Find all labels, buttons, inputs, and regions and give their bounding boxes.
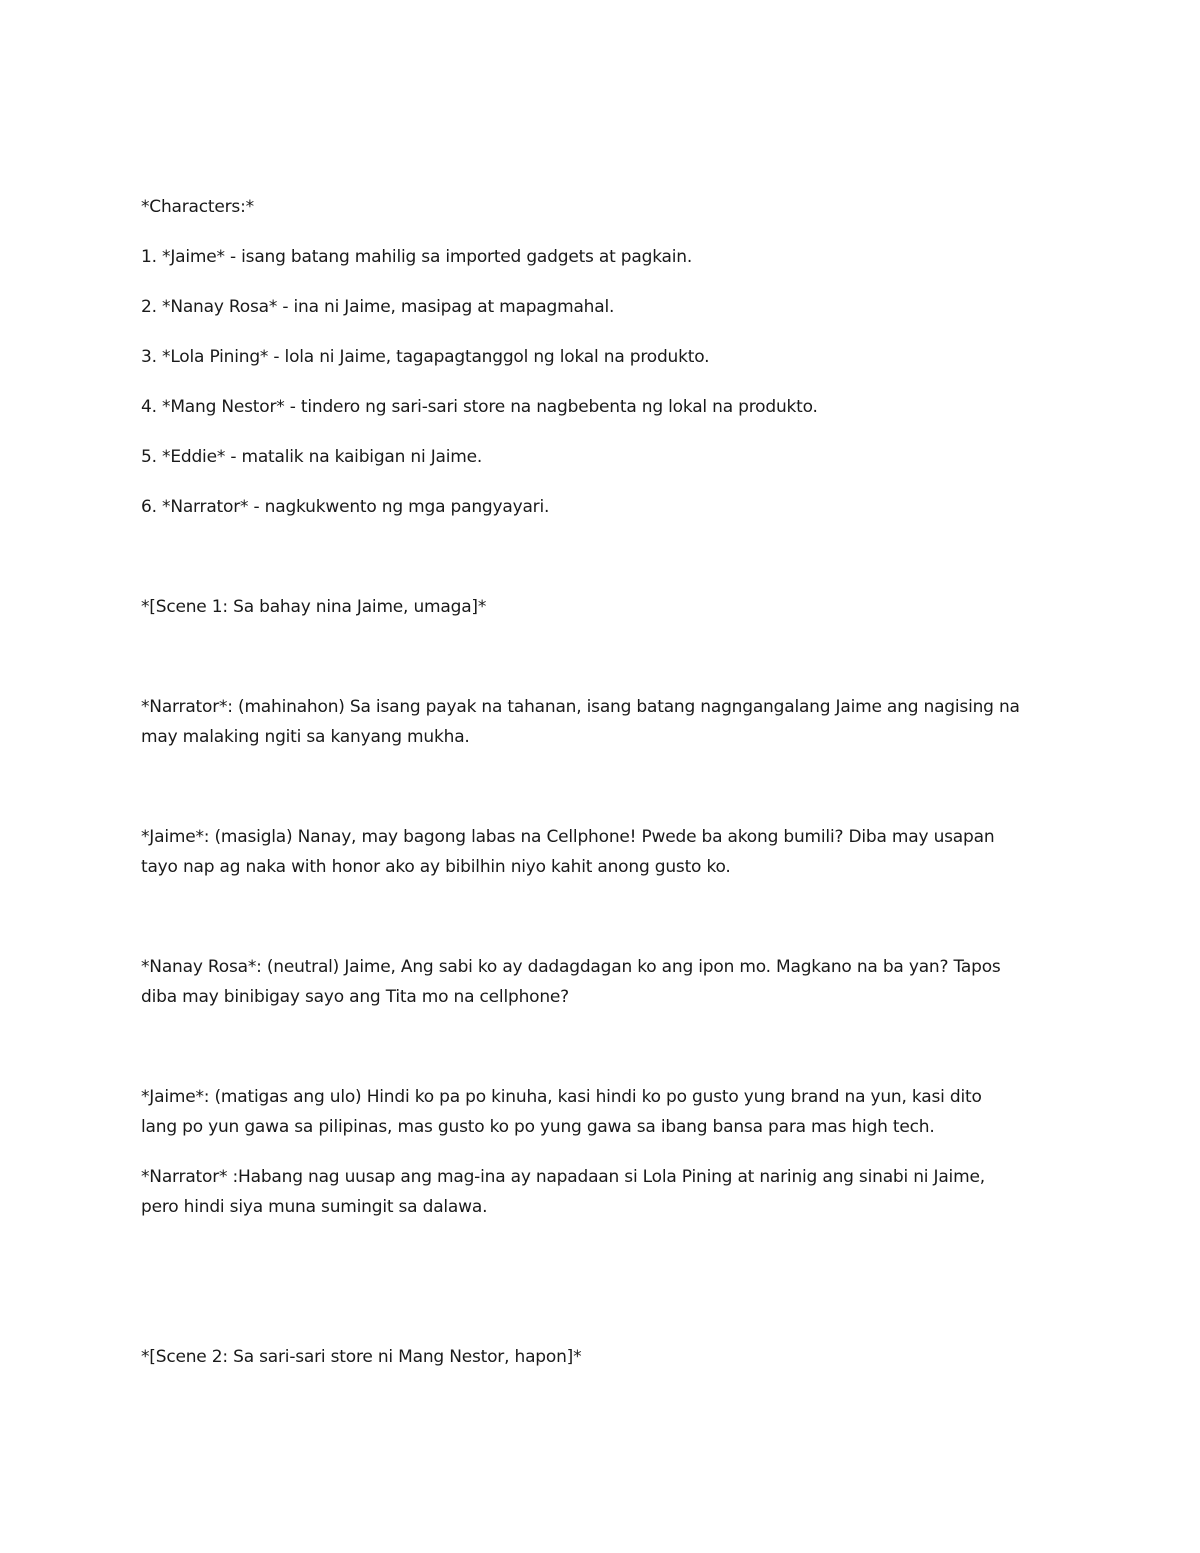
dialogue-line: may malaking ngiti sa kanyang mukha. xyxy=(141,727,470,747)
dialogue-line: *Narrator* :Habang nag uusap ang mag-ina ay napadaan si Lola Pining at narinig ang sinabi ni Jaime, xyxy=(141,1167,985,1187)
characters-heading: *Characters:* xyxy=(141,197,254,217)
scene-1-heading: *[Scene 1: Sa bahay nina Jaime, umaga]* xyxy=(141,597,487,617)
dialogue-jaime-2 xyxy=(141,1082,1061,1142)
script-body xyxy=(141,192,1061,1372)
character-item-mang-nestor: 4. *Mang Nestor* - tindero ng sari-sari store na nagbebenta ng lokal na produkto. xyxy=(141,397,818,417)
dialogue-line: pero hindi siya muna sumingit sa dalawa. xyxy=(141,1197,488,1217)
dialogue-line: lang po yun gawa sa pilipinas, mas gusto ko po yung gawa sa ibang bansa para mas high tech. xyxy=(141,1117,935,1137)
dialogue-line: *Nanay Rosa*: (neutral) Jaime, Ang sabi ko ay dadagdagan ko ang ipon mo. Magkano na ba yan? Tapos xyxy=(141,957,1001,977)
dialogue-narrator-1 xyxy=(141,692,1061,752)
character-item-jaime: 1. *Jaime* - isang batang mahilig sa imported gadgets at pagkain. xyxy=(141,247,693,267)
dialogue-nanay-rosa-1 xyxy=(141,952,1061,1012)
dialogue-narrator-2 xyxy=(141,1162,1061,1222)
dialogue-jaime-1 xyxy=(141,822,1061,882)
dialogue-line: diba may binibigay sayo ang Tita mo na cellphone? xyxy=(141,987,569,1007)
dialogue-line: *Jaime*: (masigla) Nanay, may bagong labas na Cellphone! Pwede ba akong bumili? Diba may usapan xyxy=(141,827,995,847)
character-item-eddie: 5. *Eddie* - matalik na kaibigan ni Jaime. xyxy=(141,447,483,467)
character-item-lola-pining: 3. *Lola Pining* - lola ni Jaime, tagapagtanggol ng lokal na produkto. xyxy=(141,347,710,367)
scene-2-heading: *[Scene 2: Sa sari-sari store ni Mang Nestor, hapon]* xyxy=(141,1347,582,1367)
dialogue-line: tayo nap ag naka with honor ako ay bibilhin niyo kahit anong gusto ko. xyxy=(141,857,731,877)
dialogue-line: *Narrator*: (mahinahon) Sa isang payak na tahanan, isang batang nagngangalang Jaime ang nagising na xyxy=(141,697,1020,717)
character-item-nanay-rosa: 2. *Nanay Rosa* - ina ni Jaime, masipag at mapagmahal. xyxy=(141,297,615,317)
dialogue-line: *Jaime*: (matigas ang ulo) Hindi ko pa po kinuha, kasi hindi ko po gusto yung brand na yun, kasi dito xyxy=(141,1087,982,1107)
character-item-narrator: 6. *Narrator* - nagkukwento ng mga pangyayari. xyxy=(141,497,550,517)
